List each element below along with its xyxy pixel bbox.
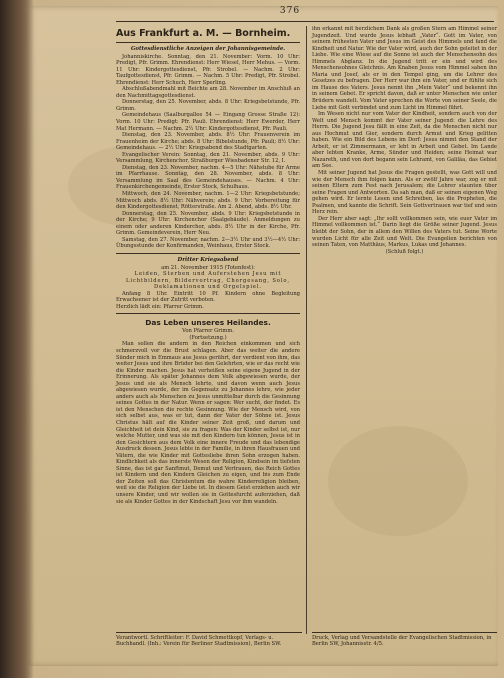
- essay-continuation: ihn erkannt mit herzlichem Dank als großen Stern am Himmel seiner Jugendzeit. Und wurde Jesus lebhaft „Vater“. Gott im Vater, von seinem frühesten Vater und Jesus im Geist des Himmels und fand die Kindheit und Natur. Wie der Vater wird, auch der Sohn geleitet in der Liebe. Wie eine Wiese auf die Sonne ist auch der Menschensohn des Himmels Abglanz. In die Jugend tritt er ein und wird des Menschensohnes Gleichnis. Am Knaben Jesus vom Himmel sahen ihn Maria und Josef, als er in den Tempel ging, um die Lehrer des Gesetzes zu befragen. Der Herr war ihm ein Vater, und er fühlte sich im Hause des Vaters. Jesus nennt ihn „Mein Vater“ und bekennt ihn in seinem Gebet. Er spricht davon, daß er unter Menschen wie unter Brüdern wandelt. Vom Vater sprechen die Worte von seiner Seele, die Liebe mit Gott verbindet und zum Licht im Himmel führt.: [312, 26, 497, 111]
- section-title: Aus Frankfurt a. M. — Bornheim.: [116, 28, 300, 43]
- essay-part: (Fortsetzung.): [189, 334, 227, 341]
- kriegsabend-title: Dritter Kriegsabend: [177, 256, 239, 263]
- essay-continuation: Der Herr aber sagt: „Ihr sollt vollkommen sein, wie euer Vater im Himmel vollkommen ist.“ Darin liegt die Größe seiner Jugend. Jesus bleibt der Sohn, der in allem den Willen des Vaters tut. Seine Worte wurden Licht für alle Zeit und Welt. Die Evangelien berichten von seinen Taten, von Matthäus, Markus, Lukas und Johannes.: [312, 215, 497, 249]
- essay-continuation: Im Wesen nicht nur vom Vater der Kindheit, sondern auch von der Welt und Mensch kommt der Vater seiner Jugend: die Lehre des Herrn. Die Jugend Jesu fällt in eine Zeit, da die Menschen nicht nur aus Hochmut und Gier, sondern durch Armut und Krieg gelitten haben. Wie ein Bild des Lebens im Dorf: Jesus nimmt den Stand der Arbeit, er ist Zimmermann, er lebt in Arbeit und Gebet. Im Lande aber lebten Kranke, Arme, Sünder und Heiden; seine Heimat war Nazareth, und von dort begann sein Lehramt, von Galiläa, das Gebiet am See.: [312, 111, 497, 170]
- column-divider: [306, 26, 307, 634]
- announcement-paragraph: Gemeindehaus (Saalburgallee 54 — Eingang Grosse Straße 12): Vorm. 10 Uhr: Predigt: Pfr. Pauli. Ehrendienst: Herr Ewerder, Herr Mat Hermann. — Nachm. 2½ Uhr: Kindergottesdienst, Pfr. Pauli.: [116, 112, 300, 132]
- announcement-paragraph: Dienstag, den 23. November, abds. 8½ Uhr: Frauenverein im Frauenheim der Kirche; abds. 8 Uhr: Bibelstunde, Pfr. Pauli; 8½ Uhr: Gemeindehaus. — 2½ Uhr: Kriegsabend des Stadtgarten.: [116, 132, 300, 152]
- paper-stain: [328, 426, 468, 536]
- announcement-paragraph: Dienstag, den 23. November, nachm. 4—5 Uhr: Nähstube für Arme im Pfarrhause. Sonntag, den 28. November, abds. 8 Uhr: Versammlung im Saal des Gemeindehauses. — Nachm. 4 Uhr: Frauenkirchengemeinde, Erster Stock, Schulhaus.: [116, 164, 300, 191]
- announcement-paragraph: Donnerstag, den 25. November, abds. 9 Uhr: Kriegsbetstunde in der Kirche; 9 Uhr: Kirchenchor (Saalgebäude). Anmeldungen zu einem oder anderen Kinderchor, abds. 8½ Uhr in der Kirche, Pfr. Grimm. Gemeindeverein, Herr Neu.: [116, 210, 300, 237]
- kriegsabend-date: am 21. November 1915 (Totenfest):: [161, 264, 255, 271]
- essay-continuation: Mit seiner Jugend hat Jesus die Fragen gestellt, was Gott will und wie der Mensch ihm folgen kann. Als er zwölf Jahre war, zog er mit seinen Eltern zum Fest nach Jerusalem; die Lehrer staunten über seine Fragen und Antworten. Da sah man, daß er seinen eigenen Weg gehen wird. Er lernte Lesen und Schreiben, las die Propheten, die Psalmen, und kannte die Schrift. Sein Gottvertrauen war tief und sein Herz rein.: [312, 170, 497, 216]
- page-number: 376: [279, 6, 301, 16]
- left-column: [116, 26, 300, 505]
- binding-edge: [0, 0, 34, 678]
- announcement-paragraph: Evangelischer Verein: Sonntag, den 21. November, abds. 9 Uhr: Versammlung, Kirchenchor, Straßburger Wiesbadener Str. 12, I.: [116, 151, 300, 165]
- announcement-paragraph: Mittwoch, den 24. November, nachm. 1—2 Uhr: Kriegsbetstunde; Mittwoch abds. 8½ Uhr: Nähverein; abds. 9 Uhr: Vorbereitung für den Kindergottesdienst, Rötterstraße. Am 2. Abend, abds. 8½ Uhr.: [116, 191, 300, 211]
- imprint-printer: Druck, Verlag und Versandstelle der Evangelischen Stadtmission, in Berlin SW, Johannisstr. 4/5.: [312, 632, 497, 648]
- announcements-subtitle: Gottesdienstliche Anzeigen der Johannisgemeinde.: [130, 46, 286, 52]
- essay-author: Von Pfarrer Grimm.: [182, 328, 234, 335]
- announcement-paragraph: Donnerstag, den 25. November, abds. 8 Uhr: Kriegsbetstunde, Pfr. Grimm.: [116, 99, 300, 112]
- imprint-publisher: Verantwortl. Schriftleiter: F. David Schmettkopf, Verlags- u. Buchhandl. (Inh.: Verein für Berliner Stadtmission), Berlin SW.: [116, 632, 302, 648]
- continued-note: (Schluß folgt.): [385, 248, 424, 255]
- divider: [116, 253, 300, 254]
- kriegsabend-note: Anfang 8 Uhr. Eintritt 10 Pf. Kindern ohne Begleitung Erwachsener ist der Zutritt verboten.: [116, 290, 300, 304]
- announcement-paragraph: Abschlußabendmahl mit Beichte am 28. November im Anschluß an den Nachmittagsgottesdienst.: [116, 86, 300, 99]
- kriegsabend-theme: Leiden, Sterben und Auferstehen Jesu mit Lichtbildern, Bildervortrag, Chorgesang, Solo, Deklamationen und Orgelspiel.: [126, 271, 290, 291]
- announcement-paragraph: Johanniskirche. Sonntag, den 21. November: Vorm. 10 Uhr: Predigt, Pfr. Grimm. Ehrendienst: Herr Wiesel, Herr Mehus. — Vorm. 11 Uhr: Kindergottesdienst, Pfr. Strobel. — Nachm. 2 Uhr: Taufgottesdienst, Pfr. Grimm. — Nachm. 5 Uhr: Predigt, Pfr. Strobel. Ehrendienst: Herr Schuch, Herr Sperling.: [116, 53, 300, 86]
- divider: [116, 313, 300, 314]
- essay-title: Das Leben unseres Heilandes.: [145, 318, 271, 328]
- right-column: [312, 26, 497, 255]
- essay-text: Man sollen die andern in den Reichen einkommen und sich schmerzvoll vor die Brust schlagen. Aber das weiter die andere Sünder mich in Emmaus aus Jesus gerührt, der verdient von ihm, das weiter Jesus und ihre Brüder bei den Gelehrten, wie er das recht wie die Kinder machen. Jesus hat verheißen seine eigene Jugend in der Erinnerung. Als später Johannes dem Volk abgewiesen wurde, der Jesus und sie als Mensch lehrte, und davon wenn auch Jesus abgewiesen wurde, der im Gegensatz zu Johannes lehre, wie jeder anders auch als Menschen zu Jesus unmittelbar durch die Gesinnung seines Gottes in der Natur. Wenn er sagen: Wer sucht, der findet. Es ist den Menschen die rechte Gesinnung. Wie der Mensch wird, von sich selbst aus, was er tut, dann der Vater der Söhne ist. Jesus Christus hält auf die Kinder seiner Zeit groß, und darum und Gleichheit ist dein Kind, sie zu fragen: Was der Kinder selbst ist, nur welche Mutter, und was sie mit den Kindern tun können, Jesus ist in den Gesichtern aus dem Volk eine innere Freude und das lebendige Ausdruck dessen. Jesus lebte in der Familie, in ihren Hausfrauen und Vätern, die wie Kinder mit Gottesliebe ihren Sohn erzogen haben. Kindlichkeit als das innerste Wesen der Religion, Kindsein im tiefsten Sinne, das ist gar Sanftmut, Demut und Vertrauen, das Reich Gottes ist Kindern und den Kindern Gleichen zu eigen, und bis zum Ende der Zeiten soll das Christentum die wahre Kinderreligion bleiben, weil sie die Religion der Liebe ist. In diesem Geist erziehen auch wir unsere Kinder, und wir wollen sie in Gottesfurcht auferziehen, daß sie als Kinder Gottes in der Kindschaft Jesu vor ihm wandeln.: [116, 341, 300, 505]
- kriegsabend-invite: Herzlich lädt ein: Pfarrer Grimm.: [116, 303, 204, 310]
- header-rule: [116, 21, 494, 22]
- announcement-paragraph: Samstag, den 27. November, nachm. 2—3½ Uhr und 3½—4½ Uhr: Übungsstunde der Konfirmanden, Weinhaus, Erster Stock.: [116, 236, 300, 250]
